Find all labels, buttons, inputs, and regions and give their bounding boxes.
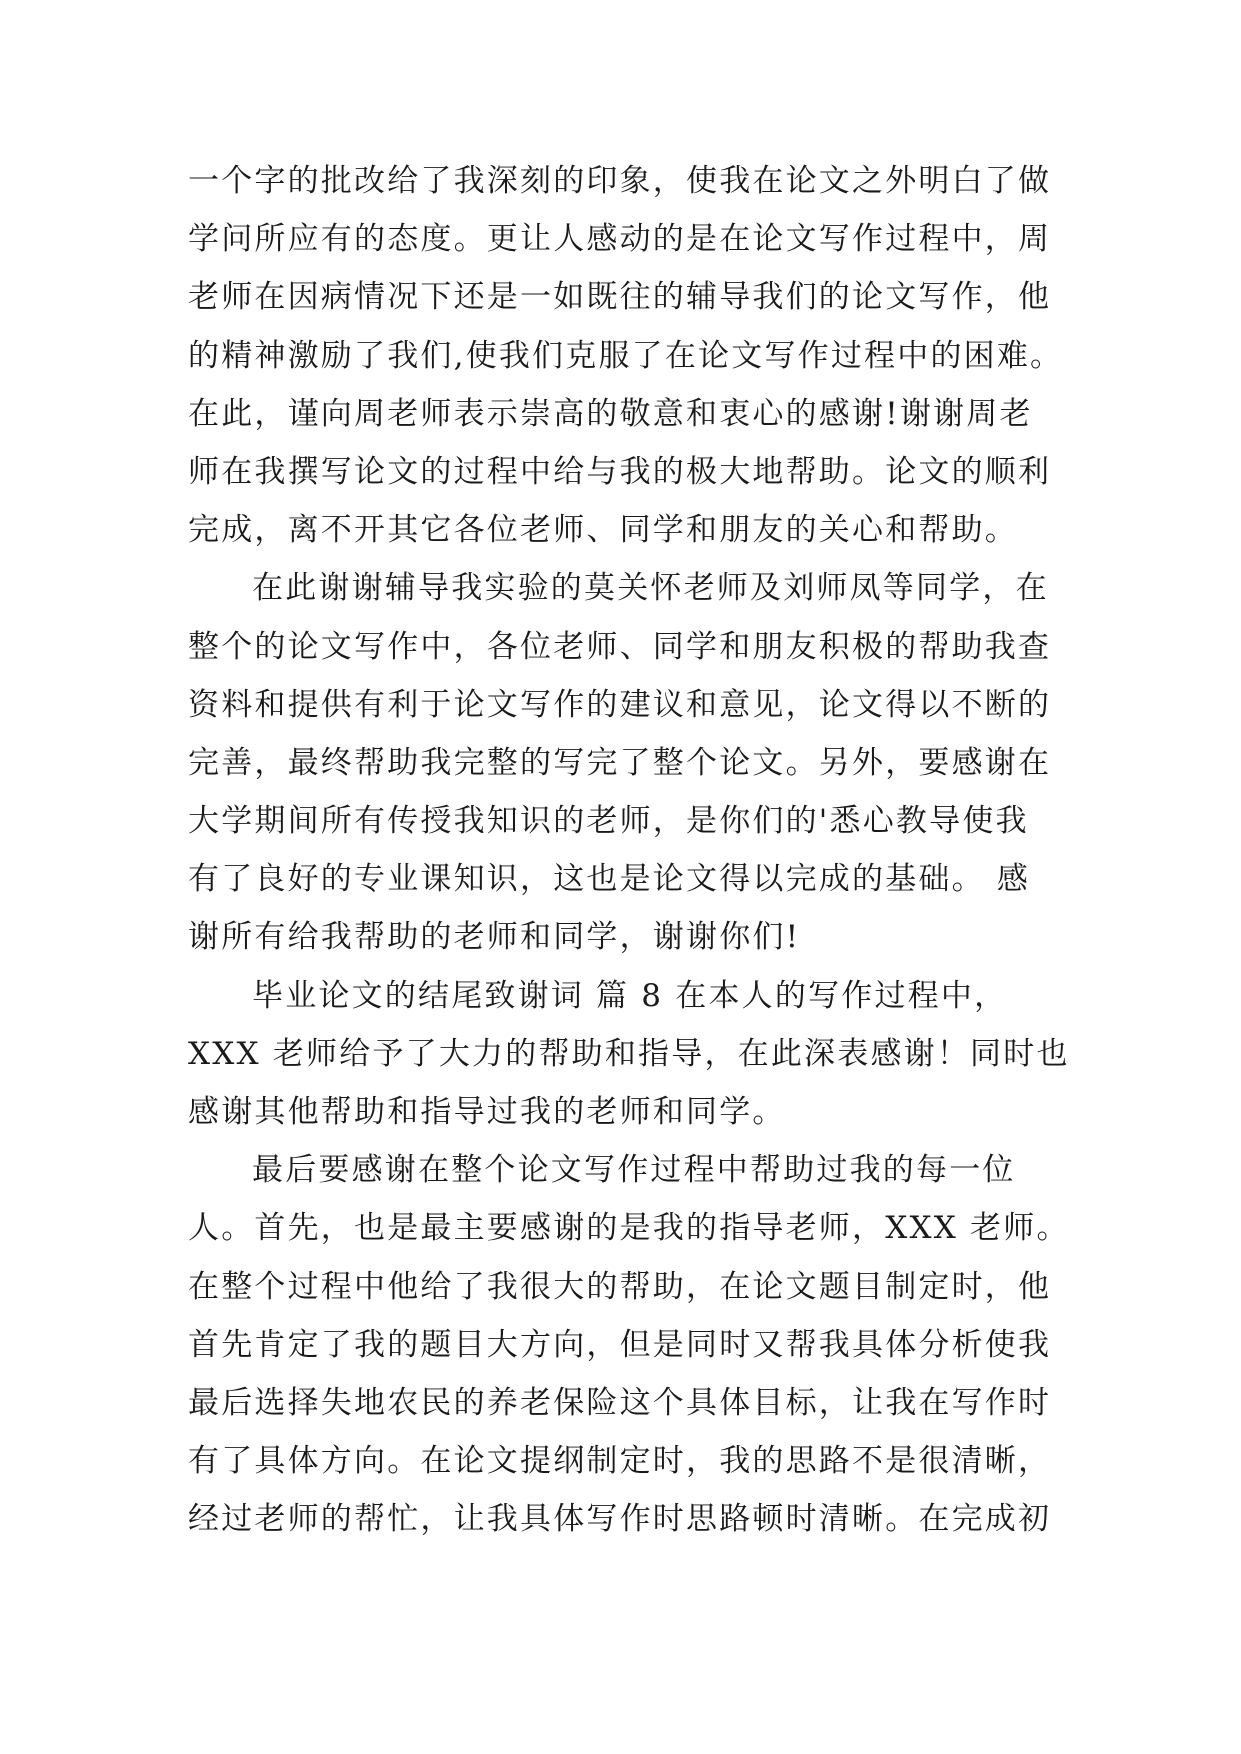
text-line: 一个字的批改给了我深刻的印象，使我在论文之外明白了做 [188,163,1052,199]
text-line: 在整个过程中他给了我很大的帮助，在论文题目制定时，他 [188,1268,1052,1305]
text-line: 学问所应有的态度。更让人感动的是在论文写作过程中，周 [188,221,1052,258]
text-line: 的精神激励了我们,使我们克服了在论文写作过程中的困难。 [188,337,1064,374]
text-line: 在此，谨向周老师表示崇高的敬意和衷心的感谢!谢谢周老 [188,395,1033,432]
body-text [188,152,1068,1549]
text-line: 师在我撰写论文的过程中给与我的极大地帮助。论文的顺利 [188,453,1052,490]
text-line: 有了具体方向。在论文提纲制定时，我的思路不是很清晰， [188,1443,1052,1480]
text-line: XXX 老师给予了大力的帮助和指导，在此深表感谢！同时也 [188,1035,1070,1072]
text-line: 谢所有给我帮助的老师和同学，谢谢你们! [188,919,801,956]
text-line: 资料和提供有利于论文写作的建议和意见，论文得以不断的 [188,686,1052,723]
section-heading-line: 毕业论文的结尾致谢词 篇 8 在本人的写作过程中， [252,977,1008,1014]
paragraph-start-line: 在此谢谢辅导我实验的莫关怀老师及刘师凤等同学，在 [252,570,1049,607]
text-line: 完成，离不开其它各位老师、同学和朋友的关心和帮助。 [188,512,1018,549]
text-line: 完善，最终帮助我完整的写完了整个论文。另外，要感谢在 [188,744,1052,781]
text-line: 大学期间所有传授我知识的老师，是你们的'悉心教导使我 [188,803,1029,840]
text-line: 人。首先，也是最主要感谢的是我的指导老师，XXX 老师。 [188,1210,1070,1247]
text-line: 经过老师的帮忙，让我具体写作时思路顿时清晰。在完成初 [188,1501,1052,1538]
text-line: 首先肯定了我的题目大方向，但是同时又帮我具体分析使我 [188,1326,1052,1363]
text-line: 整个的论文写作中，各位老师、同学和朋友积极的帮助我查 [188,628,1052,665]
text-line: 老师在因病情况下还是一如既往的辅导我们的论文写作，他 [188,279,1052,316]
text-line: 有了良好的专业课知识，这也是论文得以完成的基础。 感 [188,861,1031,898]
text-line: 感谢其他帮助和指导过我的老师和同学。 [188,1094,786,1130]
paragraph-start-line: 最后要感谢在整个论文写作过程中帮助过我的每一位 [252,1152,1016,1189]
text-line: 最后选择失地农民的养老保险这个具体目标，让我在写作时 [188,1384,1052,1421]
